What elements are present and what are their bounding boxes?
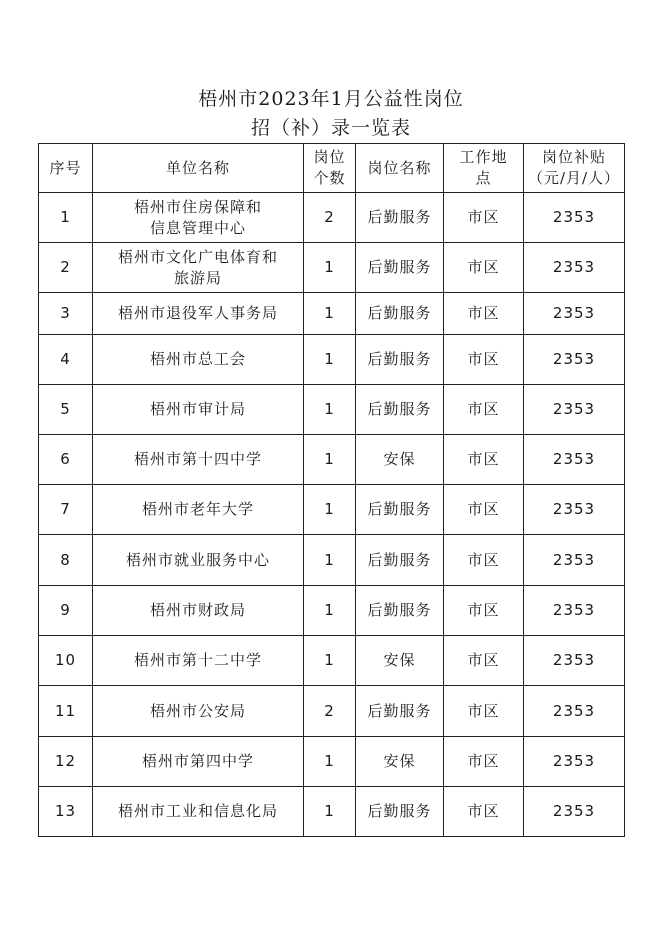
table-row (39, 435, 625, 485)
cell-subsidy: 2353 (524, 243, 625, 293)
cell-subsidy: 2353 (524, 787, 625, 837)
cell-location: 市区 (444, 737, 524, 787)
document-title: 梧州市2023年1月公益性岗位 (198, 88, 464, 110)
cell-count: 1 (304, 535, 356, 586)
cell-count: 1 (304, 636, 356, 686)
header-count-line2: 个数 (313, 169, 346, 187)
cell-location: 市区 (444, 193, 524, 243)
cell-unit-line: 梧州市老年大学 (141, 500, 254, 518)
cell-count: 1 (304, 737, 356, 787)
cell-location: 市区 (444, 485, 524, 535)
cell-unit (93, 243, 304, 293)
cell-location: 市区 (444, 385, 524, 435)
header-post: 岗位名称 (356, 144, 444, 193)
cell-index: 3 (39, 293, 93, 335)
recruitment-table (38, 143, 625, 837)
cell-unit (93, 787, 304, 837)
cell-index: 1 (39, 193, 93, 243)
header-location (444, 144, 524, 193)
cell-index: 7 (39, 485, 93, 535)
cell-post: 后勤服务 (356, 535, 444, 586)
cell-location: 市区 (444, 435, 524, 485)
cell-count: 1 (304, 485, 356, 535)
cell-unit-line: 梧州市第四中学 (141, 752, 254, 770)
cell-location: 市区 (444, 535, 524, 586)
cell-unit-line: 梧州市公安局 (149, 701, 246, 720)
cell-unit (93, 435, 304, 485)
cell-unit-line: 梧州市住房保障和 (133, 197, 262, 216)
cell-unit (93, 335, 304, 385)
cell-post: 后勤服务 (356, 385, 444, 435)
cell-post: 后勤服务 (356, 485, 444, 535)
cell-count: 1 (304, 335, 356, 385)
cell-subsidy: 2353 (524, 636, 625, 686)
cell-unit (93, 586, 304, 636)
table-row (39, 686, 625, 737)
cell-index: 5 (39, 385, 93, 435)
cell-unit-line: 梧州市工业和信息化局 (117, 802, 278, 820)
cell-index: 11 (39, 686, 93, 737)
cell-count: 1 (304, 435, 356, 485)
cell-post: 后勤服务 (356, 293, 444, 335)
cell-post: 后勤服务 (356, 686, 444, 737)
table-row (39, 485, 625, 535)
cell-location: 市区 (444, 293, 524, 335)
cell-unit-line: 梧州市第十四中学 (133, 450, 262, 468)
header-location-line2: 点 (475, 169, 492, 187)
cell-subsidy: 2353 (524, 737, 625, 787)
header-row (39, 144, 625, 193)
cell-post: 安保 (356, 636, 444, 686)
cell-unit-line: 梧州市就业服务中心 (125, 550, 270, 569)
cell-unit (93, 293, 304, 335)
cell-count: 2 (304, 193, 356, 243)
document-subtitle: 招（补）录一览表 (250, 117, 411, 139)
table-row (39, 787, 625, 837)
table-row (39, 586, 625, 636)
header-unit: 单位名称 (93, 144, 304, 193)
table-row (39, 535, 625, 586)
cell-unit (93, 485, 304, 535)
cell-post: 安保 (356, 435, 444, 485)
table-row (39, 243, 625, 293)
table-row (39, 293, 625, 335)
cell-post: 后勤服务 (356, 586, 444, 636)
cell-location: 市区 (444, 335, 524, 385)
table-row (39, 385, 625, 435)
cell-location: 市区 (444, 686, 524, 737)
cell-count: 1 (304, 586, 356, 636)
table-row (39, 193, 625, 243)
cell-subsidy: 2353 (524, 586, 625, 636)
cell-unit (93, 737, 304, 787)
table-row (39, 737, 625, 787)
header-subsidy (524, 144, 625, 193)
cell-count: 1 (304, 385, 356, 435)
cell-index: 9 (39, 586, 93, 636)
cell-subsidy: 2353 (524, 485, 625, 535)
cell-unit-line: 旅游局 (173, 268, 222, 287)
cell-unit (93, 686, 304, 737)
cell-post: 后勤服务 (356, 335, 444, 385)
cell-count: 1 (304, 293, 356, 335)
cell-index: 2 (39, 243, 93, 293)
cell-index: 12 (39, 737, 93, 787)
cell-index: 8 (39, 535, 93, 586)
cell-location: 市区 (444, 243, 524, 293)
cell-index: 10 (39, 636, 93, 686)
cell-subsidy: 2353 (524, 435, 625, 485)
cell-count: 1 (304, 243, 356, 293)
cell-post: 后勤服务 (356, 193, 444, 243)
cell-unit (93, 535, 304, 586)
cell-subsidy: 2353 (524, 686, 625, 737)
cell-location: 市区 (444, 636, 524, 686)
cell-index: 13 (39, 787, 93, 837)
header-index: 序号 (39, 144, 93, 193)
cell-unit (93, 636, 304, 686)
cell-subsidy: 2353 (524, 335, 625, 385)
cell-unit-line: 梧州市总工会 (149, 350, 246, 368)
header-location-line1: 工作地 (459, 148, 508, 166)
header-count (304, 144, 356, 193)
cell-unit (93, 193, 304, 243)
cell-unit (93, 385, 304, 435)
header-count-line1: 岗位 (313, 148, 346, 166)
cell-post: 安保 (356, 737, 444, 787)
cell-location: 市区 (444, 787, 524, 837)
cell-post: 后勤服务 (356, 787, 444, 837)
cell-unit-line: 梧州市财政局 (149, 601, 246, 619)
table-row (39, 636, 625, 686)
cell-subsidy: 2353 (524, 385, 625, 435)
cell-unit-line: 信息管理中心 (149, 218, 246, 237)
cell-index: 6 (39, 435, 93, 485)
header-subsidy-line2: （元/月/人） (527, 169, 621, 187)
cell-unit-line: 梧州市审计局 (149, 400, 246, 418)
cell-subsidy: 2353 (524, 193, 625, 243)
header-subsidy-line1: 岗位补贴 (541, 148, 606, 166)
cell-unit-line: 梧州市退役军人事务局 (117, 304, 278, 322)
cell-index: 4 (39, 335, 93, 385)
cell-unit-line: 梧州市文化广电体育和 (117, 247, 278, 266)
table-row (39, 335, 625, 385)
cell-subsidy: 2353 (524, 293, 625, 335)
cell-count: 2 (304, 686, 356, 737)
cell-subsidy: 2353 (524, 535, 625, 586)
cell-count: 1 (304, 787, 356, 837)
cell-unit-line: 梧州市第十二中学 (133, 651, 262, 669)
cell-location: 市区 (444, 586, 524, 636)
cell-post: 后勤服务 (356, 243, 444, 293)
